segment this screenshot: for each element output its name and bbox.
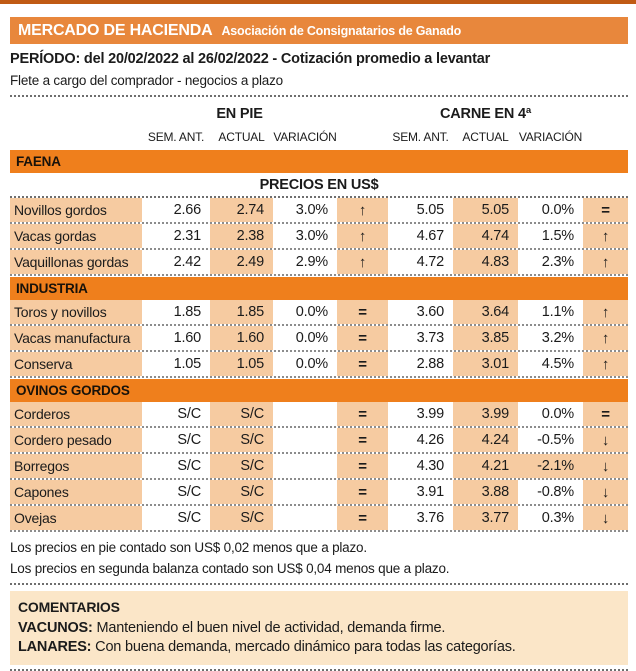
trend-eq-icon: = [337,506,388,530]
pie-sem-ant-value: S/C [142,506,210,530]
pie-variacion-value [273,428,337,452]
row-label: Ovejas [10,506,142,530]
row-label: Vacas gordas [10,224,142,248]
table-row [10,428,628,454]
pie-variacion-value: 0.0% [273,326,337,350]
pie-sem-ant-value: 1.85 [142,300,210,324]
carne-sem-ant-value: 3.76 [388,506,453,530]
trend-eq-icon: = [337,352,388,376]
trend-eq-icon: = [583,402,628,426]
row-label: Corderos [10,402,142,426]
pie-actual-value: S/C [210,402,273,426]
trend-up-icon: ↑ [337,250,388,274]
pie-sem-ant-value: 2.66 [142,198,210,222]
report-content [10,17,628,671]
carne-actual-value: 3.99 [453,402,518,426]
row-label: Borregos [10,454,142,478]
col-carne-actual: ACTUAL [462,130,509,144]
col-pie-sem-ant: SEM. ANT. [147,130,205,144]
pie-variacion-value: 3.0% [273,224,337,248]
carne-sem-ant-value: 4.30 [388,454,453,478]
row-label: Toros y novillos [10,300,142,324]
pie-sem-ant-value: 2.42 [142,250,210,274]
group-header-carne: CARNE EN 4ª [440,106,531,122]
carne-sem-ant-value: 4.67 [388,224,453,248]
carne-variacion-value: -0.8% [518,480,583,504]
table-row [10,326,628,352]
carne-actual-value: 3.64 [453,300,518,324]
pie-actual-value: S/C [210,454,273,478]
trend-up-icon: ↑ [337,224,388,248]
carne-variacion-value: -0.5% [518,428,583,452]
trend-up-icon: ↑ [583,224,628,248]
carne-variacion-value: -2.1% [518,454,583,478]
trend-eq-icon: = [337,402,388,426]
comments-box [10,591,628,665]
carne-actual-value: 5.05 [453,198,518,222]
pie-actual-value: 2.38 [210,224,273,248]
carne-actual-value: 3.01 [453,352,518,376]
pie-sem-ant-value: S/C [142,454,210,478]
table-row [10,352,628,378]
carne-actual-value: 4.74 [453,224,518,248]
carne-sem-ant-value: 3.73 [388,326,453,350]
trend-down-icon: ↓ [583,480,628,504]
pie-variacion-value [273,454,337,478]
section-title-ovinos-gordos: OVINOS GORDOS [10,379,628,402]
table-row [10,506,628,532]
divider [10,583,628,585]
trend-up-icon: ↑ [583,352,628,376]
trend-eq-icon: = [583,198,628,222]
carne-variacion-value: 0.3% [518,506,583,530]
report-title: MERCADO DE HACIENDA [18,21,213,39]
carne-variacion-value: 1.5% [518,224,583,248]
column-group-headers [10,106,628,122]
trend-eq-icon: = [337,480,388,504]
trend-eq-icon: = [337,454,388,478]
pie-variacion-value: 2.9% [273,250,337,274]
trend-down-icon: ↓ [583,428,628,452]
carne-variacion-value: 3.2% [518,326,583,350]
group-header-en-pie: EN PIE [216,106,263,122]
trend-eq-icon: = [337,428,388,452]
column-subheaders [10,130,628,144]
pie-variacion-value [273,506,337,530]
comment-vacunos [18,620,620,636]
carne-sem-ant-value: 5.05 [388,198,453,222]
footnote-cash-pie: Los precios en pie contado son US$ 0,02 menos que a plazo. [10,540,367,555]
col-carne-variacion: VARIACIÓN [518,130,583,144]
carne-sem-ant-value: 2.88 [388,352,453,376]
carne-actual-value: 4.24 [453,428,518,452]
footnotes [10,540,628,576]
carne-sem-ant-value: 3.60 [388,300,453,324]
row-label: Conserva [10,352,142,376]
comment-vacunos-label: VACUNOS: [18,620,93,636]
row-label: Vacas manufactura [10,326,142,350]
footnote-cash-balanza: Los precios en segunda balanza contado son US$ 0,04 menos que a plazo. [10,561,450,576]
pie-actual-value: 1.60 [210,326,273,350]
carne-sem-ant-value: 4.26 [388,428,453,452]
col-pie-actual: ACTUAL [218,130,265,144]
row-label: Vaquillonas gordas [10,250,142,274]
comments-heading: COMENTARIOS [18,599,120,615]
price-table-sections [10,150,628,532]
trend-up-icon: ↑ [583,326,628,350]
trend-down-icon: ↓ [583,454,628,478]
trend-eq-icon: = [337,326,388,350]
table-row [10,198,628,224]
pie-variacion-value: 3.0% [273,198,337,222]
trend-up-icon: ↑ [583,300,628,324]
carne-actual-value: 4.21 [453,454,518,478]
freight-note: Flete a cargo del comprador - negocios a plazo [10,73,283,88]
comment-vacunos-text: Manteniendo el buen nivel de actividad, demanda firme. [96,620,446,636]
col-pie-variacion: VARIACIÓN [273,130,337,144]
carne-variacion-value: 2.3% [518,250,583,274]
table-row [10,402,628,428]
title-bar [10,17,628,44]
trend-up-icon: ↑ [337,198,388,222]
pie-actual-value: S/C [210,506,273,530]
table-row [10,300,628,326]
table-row [10,224,628,250]
prices-unit-note: PRECIOS EN US$ [259,177,379,193]
pie-actual-value: 2.74 [210,198,273,222]
section-title-faena: FAENA [10,150,628,173]
divider [10,95,628,97]
table-row [10,250,628,276]
carne-sem-ant-value: 4.72 [388,250,453,274]
pie-variacion-value [273,402,337,426]
trend-eq-icon: = [337,300,388,324]
col-carne-sem-ant: SEM. ANT. [392,130,449,144]
pie-sem-ant-value: S/C [142,480,210,504]
carne-variacion-value: 4.5% [518,352,583,376]
row-label: Cordero pesado [10,428,142,452]
carne-variacion-value: 0.0% [518,402,583,426]
carne-variacion-value: 1.1% [518,300,583,324]
pie-actual-value: 2.49 [210,250,273,274]
period-line: PERÍODO: del 20/02/2022 al 26/02/2022 - Cotización promedio a levantar [10,51,491,67]
pie-sem-ant-value: S/C [142,428,210,452]
top-accent-bar [0,0,636,4]
comment-lanares-label: LANARES: [18,639,92,655]
pie-actual-value: 1.85 [210,300,273,324]
pie-actual-value: 1.05 [210,352,273,376]
table-row [10,480,628,506]
pie-sem-ant-value: 1.05 [142,352,210,376]
pie-variacion-value: 0.0% [273,352,337,376]
carne-sem-ant-value: 3.91 [388,480,453,504]
pie-sem-ant-value: 2.31 [142,224,210,248]
carne-actual-value: 3.77 [453,506,518,530]
trend-down-icon: ↓ [583,506,628,530]
pie-variacion-value: 0.0% [273,300,337,324]
carne-variacion-value: 0.0% [518,198,583,222]
comment-lanares-text: Con buena demanda, mercado dinámico para todas las categorías. [95,639,516,655]
carne-actual-value: 3.88 [453,480,518,504]
trend-up-icon: ↑ [583,250,628,274]
carne-actual-value: 3.85 [453,326,518,350]
row-label: Capones [10,480,142,504]
section-title-industria: INDUSTRIA [10,277,628,300]
pie-actual-value: S/C [210,428,273,452]
pie-actual-value: S/C [210,480,273,504]
report-subtitle: Asociación de Consignatarios de Ganado [221,24,462,38]
pie-variacion-value [273,480,337,504]
pie-sem-ant-value: S/C [142,402,210,426]
carne-actual-value: 4.83 [453,250,518,274]
row-label: Novillos gordos [10,198,142,222]
pie-sem-ant-value: 1.60 [142,326,210,350]
carne-sem-ant-value: 3.99 [388,402,453,426]
table-row [10,454,628,480]
